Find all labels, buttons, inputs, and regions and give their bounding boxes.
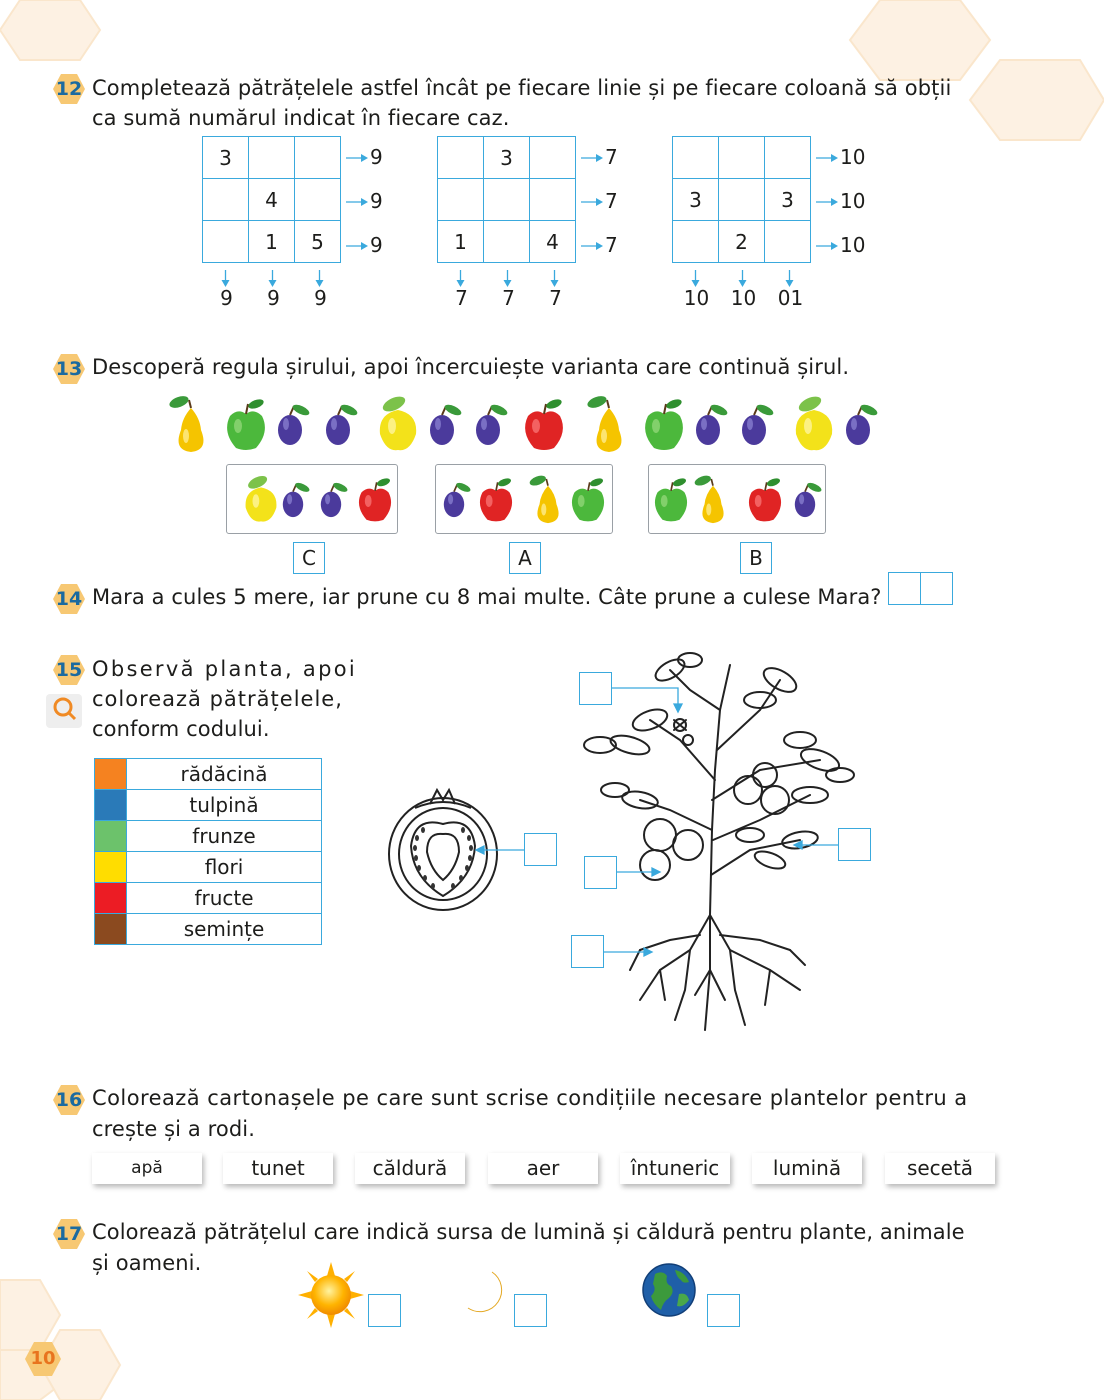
grid-cell[interactable] [484,179,530,221]
apple-red-icon [525,398,563,450]
apple-red-icon [749,477,781,522]
sum-grid-2 [437,136,576,263]
exercise-12-text-line2: ca sumă numărul indicat în fiecare caz. [92,106,510,130]
exercise-17-text-line1: Colorează pătrățelul care indică sursa de lumină și căldură pentru plante, animale [92,1220,965,1244]
grid-cell: 1 [438,221,484,263]
grid-cell: 4 [249,179,295,221]
sum-grid-3 [672,136,811,263]
column-sum: 10 [683,286,710,310]
card-seceta[interactable]: secetă [885,1153,995,1184]
card-tunet[interactable]: tunet [223,1153,333,1184]
exercise-12-text-line1: Completează pătrățelele astfel încât pe fiecare linie și pe fiecare coloană să obții [92,76,952,100]
column-sum: 7 [549,286,562,310]
sum-grid-1 [202,136,341,263]
legend-label: semințe [127,914,322,945]
option-box-a[interactable] [435,464,613,534]
option-label-b[interactable]: B [740,542,772,574]
grid-cell[interactable] [484,221,530,263]
plum-icon [326,403,359,445]
plant-label-box-flower[interactable] [579,672,612,705]
exercise-14-badge: 14 [52,582,86,616]
pear-icon [168,394,204,452]
grid-cell[interactable] [438,137,484,179]
grid-cell[interactable] [719,179,765,221]
apple-green-icon [645,398,683,450]
grid-cell: 3 [673,179,719,221]
exercise-15-badge: 15 [52,653,86,687]
grid-cell[interactable] [765,221,811,263]
option-box-b[interactable] [648,464,826,534]
grid-cell[interactable] [719,137,765,179]
apple-green-icon [572,477,604,522]
grid-cell[interactable] [673,137,719,179]
column-sum: 7 [502,286,515,310]
plant-label-box-root[interactable] [571,935,604,968]
plum-icon [846,403,879,445]
moon-answer-box[interactable] [514,1294,547,1327]
earth-answer-box[interactable] [707,1294,740,1327]
column-sum: 9 [314,286,327,310]
grid-cell[interactable] [673,221,719,263]
grid-cell: 5 [295,221,341,263]
column-sum: 9 [220,286,233,310]
pear-icon [693,474,723,523]
exercise-13-text: Descoperă regula șirului, apoi încercuiește varianta care continuă șirul. [92,355,850,379]
legend-label: rădăcină [127,759,322,790]
option-label-a[interactable]: A [509,542,541,574]
sun-answer-box[interactable] [368,1294,401,1327]
grid-cell[interactable] [249,137,295,179]
column-sum: 01 [777,286,804,310]
grid-cell: 1 [249,221,295,263]
grid-cell[interactable] [765,137,811,179]
row-sum: 10 [840,233,866,257]
grid-cell[interactable] [438,179,484,221]
apple-red-icon [480,477,512,522]
exercise-15-text-line2: colorează pătrățelele, [92,687,343,711]
row-sum: 9 [370,233,383,257]
plant-label-box-leaf[interactable] [838,828,871,861]
pear-icon [586,394,622,452]
exercise-13-badge: 13 [52,352,86,386]
exercise-16-text-line2: crește și a rodi. [92,1117,255,1141]
card-aer[interactable]: aer [488,1153,598,1184]
column-sum: 9 [267,286,280,310]
plum-icon [696,403,729,445]
grid-cell[interactable] [530,179,576,221]
row-sum: 7 [605,145,618,169]
exercise-14-text: Mara a cules 5 mere, iar prune cu 8 mai multe. Câte prune a culese Mara? [92,585,882,609]
grid-cell[interactable] [295,179,341,221]
grid-cell[interactable] [203,221,249,263]
grid-cell: 3 [765,179,811,221]
column-sum: 10 [730,286,757,310]
exercise-16-text-line1: Colorează cartonașele pe care sunt scrise condițiile necesare plantelor pentru a [92,1086,968,1110]
legend-label: frunze [127,821,322,852]
card-caldura[interactable]: căldură [355,1153,465,1184]
row-sum: 7 [605,189,618,213]
card-lumina[interactable]: lumină [752,1153,862,1184]
moon-icon [462,1268,506,1316]
plant-label-box-seeds[interactable] [524,833,557,866]
option-label-c[interactable]: C [293,542,325,574]
grid-cell[interactable] [295,137,341,179]
plum-icon [321,481,349,517]
exercise-17-badge: 17 [52,1217,86,1251]
sun-icon [298,1262,364,1328]
answer-box-units[interactable] [920,572,953,605]
apple-green-icon [655,477,687,522]
card-apa[interactable]: apă [92,1153,202,1184]
plant-label-box-fruit[interactable] [584,856,617,889]
column-sum: 7 [455,286,468,310]
exercise-15-text-line1: Observă planta, apoi [92,657,358,681]
plum-icon [476,403,509,445]
option-box-c[interactable] [226,464,398,534]
plum-icon [444,481,472,517]
grid-cell: 4 [530,221,576,263]
row-sum: 9 [370,145,383,169]
page-number-badge [24,1340,62,1378]
grid-cell[interactable] [203,179,249,221]
plum-icon [742,403,775,445]
plum-icon [278,403,311,445]
grid-cell: 3 [484,137,530,179]
grid-cell[interactable] [530,137,576,179]
row-sum: 7 [605,233,618,257]
exercise-15-text-line3: conform codului. [92,717,270,741]
page-number: 10 [30,1348,56,1369]
fruit-sequence [156,390,896,460]
exercise-16-badge: 16 [52,1083,86,1117]
answer-box-tens[interactable] [888,572,921,605]
exercise-12-badge: 12 [52,72,86,106]
quince-icon [796,393,832,450]
earth-icon [641,1262,697,1318]
grid-cell: 3 [203,137,249,179]
plum-icon [283,481,311,517]
plum-icon [795,481,823,517]
quince-icon [380,393,416,450]
grid-cell: 2 [719,221,765,263]
apple-red-icon [359,477,391,522]
row-sum: 10 [840,145,866,169]
legend-label: tulpină [127,790,322,821]
row-sum: 9 [370,189,383,213]
pear-icon [528,474,558,523]
plum-icon [430,403,463,445]
legend-label: flori [127,852,322,883]
card-intuneric[interactable]: întuneric [620,1153,730,1184]
row-sum: 10 [840,189,866,213]
legend-label: fructe [127,883,322,914]
exercise-17-text-line2: și oameni. [92,1251,202,1275]
quince-icon [246,473,277,521]
label-pointer-lines [0,650,860,1070]
apple-green-icon [227,398,265,450]
